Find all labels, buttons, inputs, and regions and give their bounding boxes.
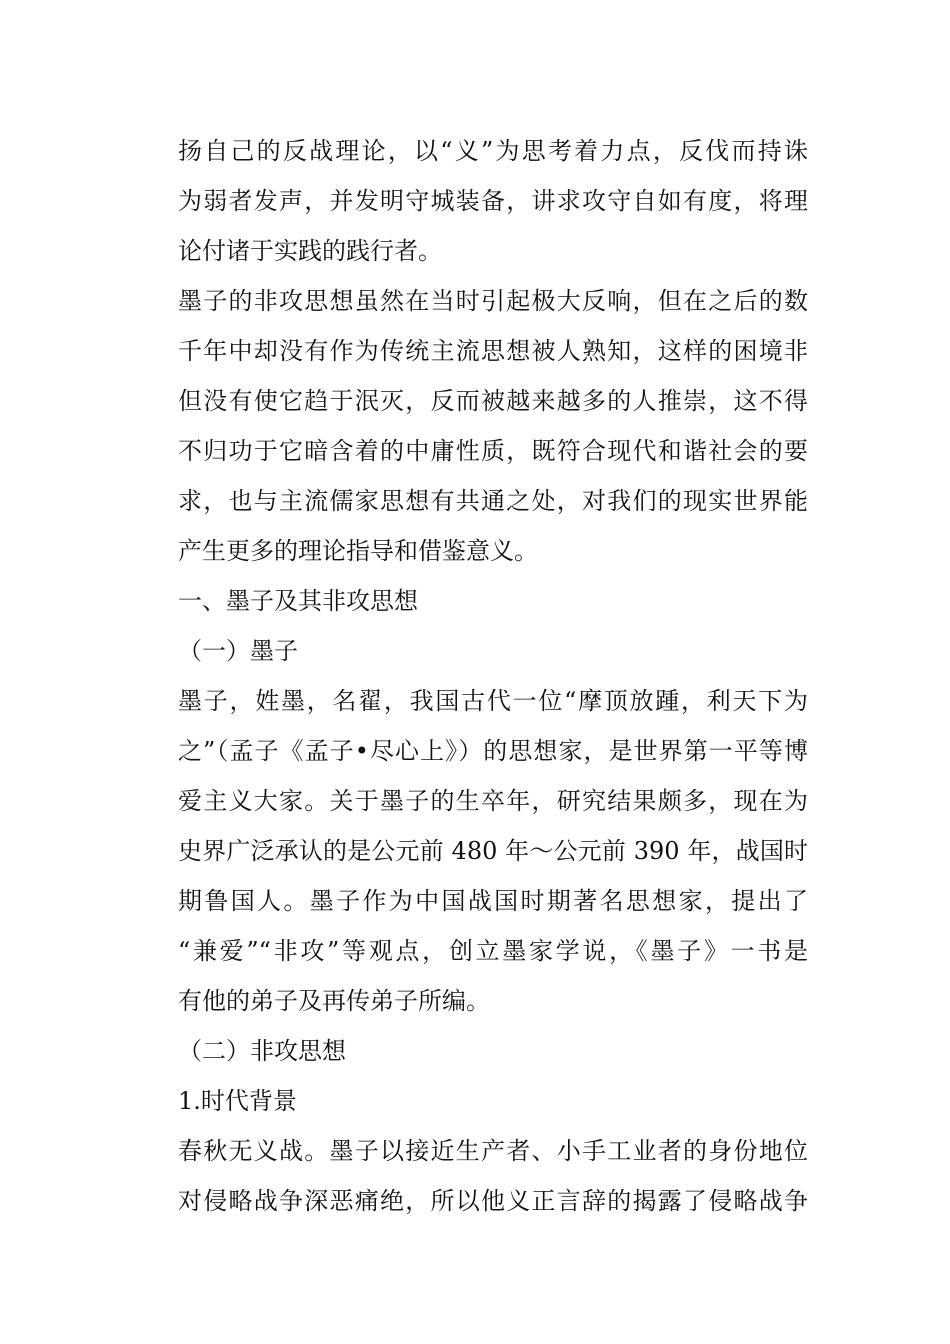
text-line: 扬自己的反战理论，以“义”为思考着力点，反伐而持诛 (178, 137, 808, 165)
text-line: 墨子的非攻思想虽然在当时引起极大反响，但在之后的数 (178, 287, 808, 315)
text-line: 对侵略战争深恶痛绝，所以他义正言辞的揭露了侵略战争 (178, 1187, 808, 1215)
text-line: 之”（孟子《孟子•尽心上》）的思想家，是世界第一平等博 (178, 737, 808, 765)
section-heading: 一、墨子及其非攻思想 (178, 587, 418, 615)
text-line: 墨子，姓墨，名翟，我国古代一位“摩顶放踵，利天下为 (178, 687, 808, 715)
section-heading: （二）非攻思想 (178, 1037, 346, 1065)
text-line: 爱主义大家。关于墨子的生卒年，研究结果颇多，现在为 (178, 787, 808, 815)
document-body (178, 126, 808, 1226)
text-line: 但没有使它趋于泯灭，反而被越来越多的人推崇，这不得 (178, 387, 808, 415)
text-line: 期鲁国人。墨子作为中国战国时期著名思想家，提出了 (178, 887, 808, 915)
text-line: 不归功于它暗含着的中庸性质，既符合现代和谐社会的要 (178, 437, 808, 465)
text-line: 千年中却没有作为传统主流思想被人熟知，这样的困境非 (178, 337, 808, 365)
text-line: 为弱者发声，并发明守城装备，讲求攻守自如有度，将理 (178, 187, 808, 215)
section-heading: （一）墨子 (178, 637, 298, 665)
text-line: 论付诸于实践的践行者。 (178, 237, 442, 265)
text-line: 史界广泛承认的是公元前 480 年～公元前 390 年，战国时 (178, 837, 808, 865)
text-line: 有他的弟子及再传弟子所编。 (178, 987, 490, 1015)
text-line: “兼爱”“非攻”等观点，创立墨家学说，《墨子》一书是 (178, 937, 808, 965)
text-line: 产生更多的理论指导和借鉴意义。 (178, 537, 538, 565)
text-line: 春秋无义战。墨子以接近生产者、小手工业者的身份地位 (178, 1137, 808, 1165)
text-line: 求，也与主流儒家思想有共通之处，对我们的现实世界能 (178, 487, 808, 515)
section-heading: 1.时代背景 (178, 1087, 297, 1115)
